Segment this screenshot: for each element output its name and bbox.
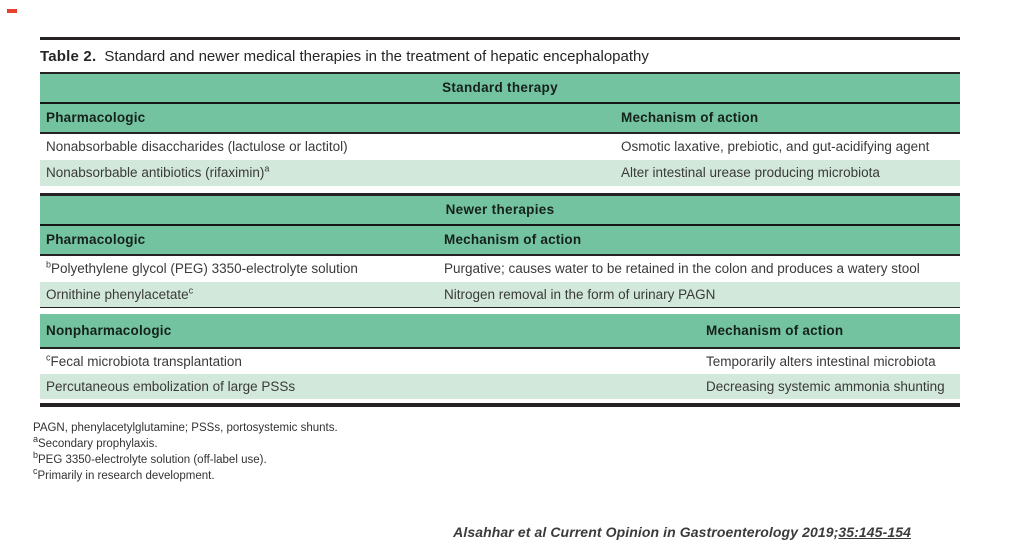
table-caption: Standard and newer medical therapies in the treatment of hepatic encephalopathy: [104, 47, 649, 65]
section-column-headers: [40, 226, 960, 254]
superscript: a: [264, 163, 270, 174]
mechanism-cell: Nitrogen removal in the form of urinary PAGN: [444, 286, 716, 302]
table-row: [40, 282, 960, 307]
column-header-pharmacologic: Pharmacologic: [46, 232, 146, 247]
citation: [453, 524, 911, 540]
section-standard-therapy: [40, 74, 960, 132]
section-newer-therapies: [40, 196, 960, 254]
table-row: [40, 349, 960, 374]
therapy-cell: [40, 261, 438, 276]
therapy-cell: [40, 379, 700, 394]
therapy-cell: [40, 139, 615, 154]
therapy-text: Percutaneous embolization of large PSSs: [46, 379, 296, 394]
superscript: c: [46, 352, 51, 363]
superscript: b: [46, 259, 52, 270]
therapy-text: Polyethylene glycol (PEG) 3350-electrolyte solution: [51, 261, 358, 276]
superscript: c: [33, 466, 38, 477]
table-label: Table 2.: [40, 47, 97, 65]
column-header-mechanism: Mechanism of action: [706, 323, 844, 338]
mechanism-cell: Temporarily alters intestinal microbiota: [706, 354, 936, 369]
table-row: [40, 256, 960, 282]
section-gap: [40, 186, 960, 193]
superscript: a: [33, 434, 39, 445]
table-row: [40, 134, 960, 160]
footnote-abbreviations: PAGN, phenylacetylglutamine; PSSs, portosystemic shunts.: [33, 422, 338, 434]
therapy-text: Nonabsorbable disaccharides (lactulose or lactitol): [46, 139, 348, 154]
column-header-nonpharmacologic: Nonpharmacologic: [46, 323, 172, 338]
therapy-cell: [40, 165, 615, 180]
column-header-mechanism: Mechanism of action: [444, 232, 582, 247]
footnote-c: $^c$Primarily in research development.: [33, 466, 215, 482]
therapy-cell: [40, 287, 438, 302]
table-2: [40, 37, 960, 407]
mechanism-cell: Purgative; causes water to be retained in the colon and produces a watery stool: [444, 261, 920, 276]
section-nonpharmacologic: [40, 314, 960, 347]
table-row: [40, 160, 960, 186]
therapy-text: Fecal microbiota transplantation: [50, 354, 242, 369]
citation-text: Alsahhar et al Current Opinion in Gastroenterology 2019;: [453, 524, 839, 540]
column-header-pharmacologic: Pharmacologic: [46, 110, 146, 125]
mechanism-cell: Decreasing systemic ammonia shunting: [706, 379, 945, 394]
therapy-text: Nonabsorbable antibiotics (rifaximin): [46, 165, 265, 180]
mechanism-cell: Alter intestinal urease producing microbiota: [621, 165, 880, 180]
section-column-headers: [40, 314, 960, 347]
column-header-mechanism: Mechanism of action: [621, 110, 759, 125]
superscript: c: [188, 285, 194, 295]
therapy-cell: [40, 354, 700, 369]
footnote-b: $^b$PEG 3350-electrolyte solution (off-label use).: [33, 450, 267, 466]
mechanism-cell: Osmotic laxative, prebiotic, and gut-acidifying agent: [621, 139, 930, 154]
table-title: [40, 40, 960, 72]
superscript: b: [33, 450, 39, 461]
section-title: Standard therapy: [442, 80, 558, 95]
citation-pages-link[interactable]: 35:145-154: [838, 524, 911, 540]
therapy-text: Ornithine phenylacetate: [46, 286, 189, 302]
footnote-a: $^a$Secondary prophylaxis.: [33, 434, 158, 450]
red-annotation-mark: [7, 9, 17, 13]
section-column-headers: [40, 104, 960, 132]
section-title: Newer therapies: [445, 202, 555, 217]
footnotes: [33, 420, 338, 484]
table-bottom-rule: [40, 403, 960, 407]
table-row: [40, 374, 960, 399]
